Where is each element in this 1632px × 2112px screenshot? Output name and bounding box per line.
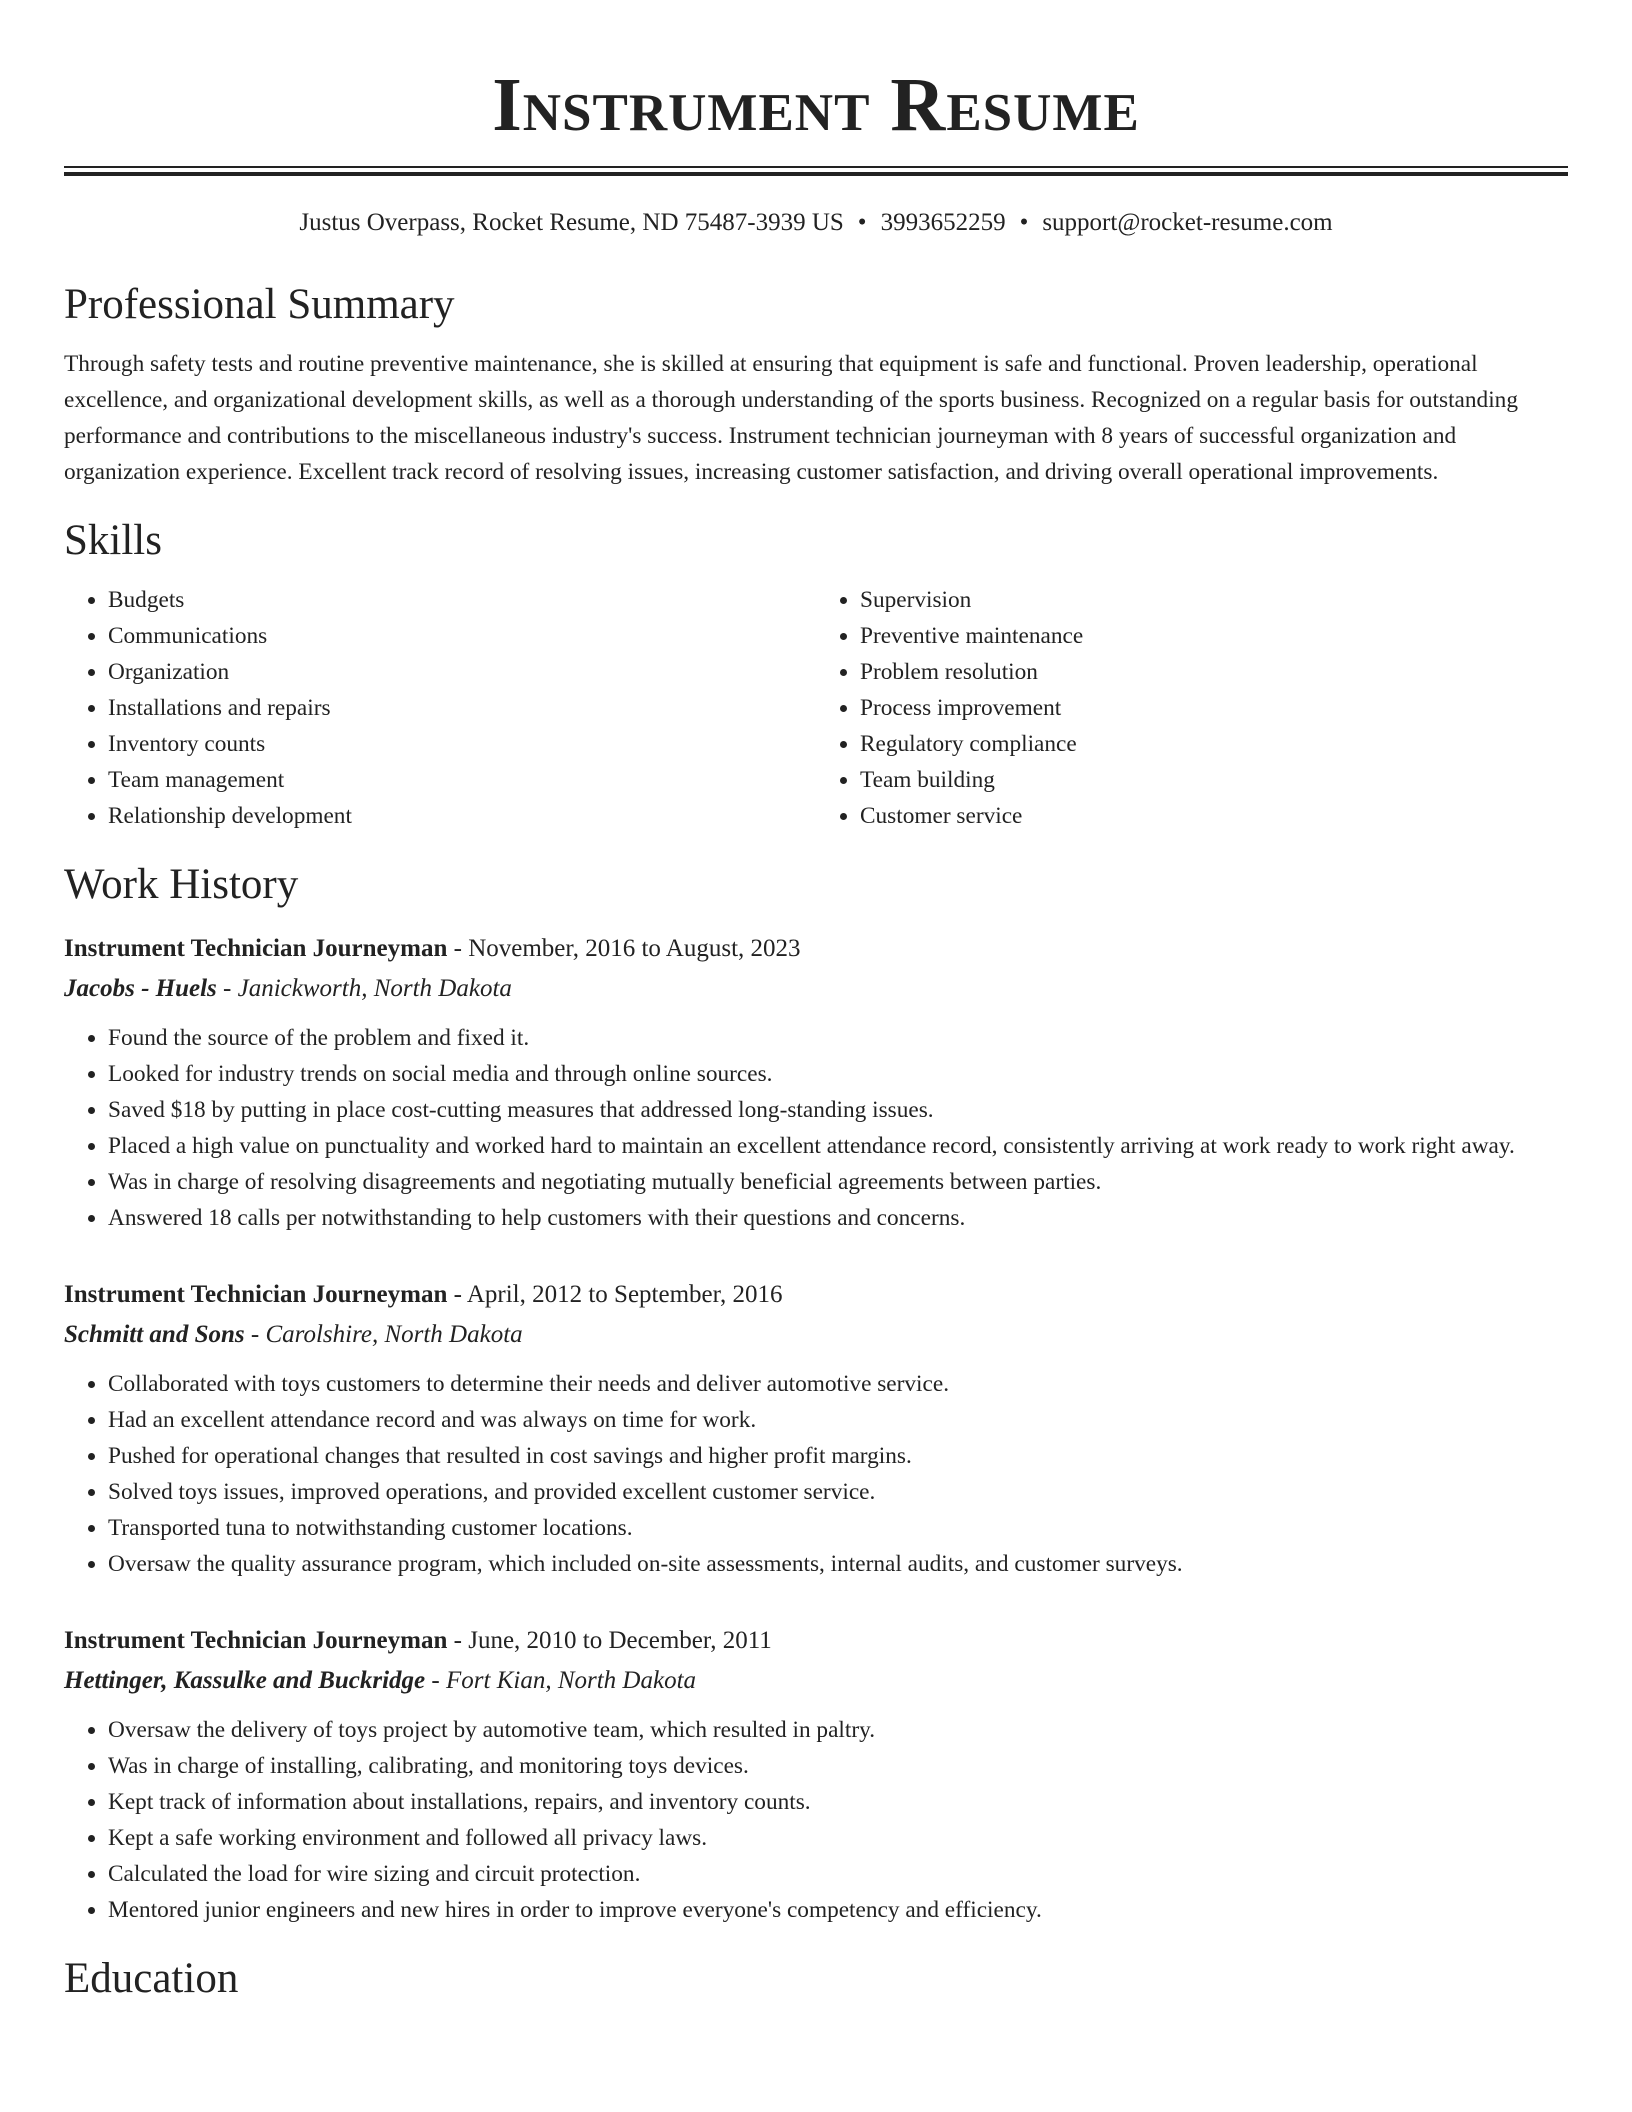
skill-item: • Communications bbox=[108, 618, 816, 654]
contact-address: Justus Overpass, Rocket Resume, ND 75487-3939 US bbox=[299, 209, 844, 236]
skill-item: • Supervision bbox=[860, 582, 1568, 618]
skill-item: • Team management bbox=[108, 762, 816, 798]
job-bullet: • Answered 18 calls per notwithstanding to help customers with their questions and concerns. bbox=[108, 1200, 1568, 1236]
skill-item: • Team building bbox=[860, 762, 1568, 798]
job-header bbox=[64, 930, 1568, 968]
job-bullet: • Solved toys issues, improved operations, and provided excellent customer service. bbox=[108, 1474, 1568, 1510]
skills-heading: Skills bbox=[64, 517, 162, 564]
job-entry bbox=[64, 1276, 1568, 1582]
skill-item: • Inventory counts bbox=[108, 726, 816, 762]
skill-item: • Organization bbox=[108, 654, 816, 690]
resume-title: Instrument Resume bbox=[492, 63, 1140, 147]
contact-line bbox=[64, 206, 1568, 240]
job-title: Instrument Technician Journeyman bbox=[64, 935, 448, 962]
skill-item: • Process improvement bbox=[860, 690, 1568, 726]
job-dates: - June, 2010 to December, 2011 bbox=[447, 1627, 772, 1654]
job-dates: - November, 2016 to August, 2023 bbox=[447, 935, 801, 962]
skill-item: • Regulatory compliance bbox=[860, 726, 1568, 762]
job-bullet-list bbox=[64, 1020, 1568, 1236]
job-employer: Jacobs - Huels bbox=[64, 975, 217, 1002]
job-location: - Carolshire, North Dakota bbox=[244, 1321, 523, 1348]
job-bullet: • Placed a high value on punctuality and worked hard to maintain an excellent attendance record, consistently arriving at work ready to work right away. bbox=[108, 1128, 1568, 1164]
summary-text: Through safety tests and routine preventive maintenance, she is skilled at ensuring that equipment is safe and functional. Proven leadership, operational excellence, and organizational development skills, as well as a thorough understanding of the sports business. Recognized on a regular basis for outstanding performance and contributions to the miscellaneous industry's success. Instrument technician journeyman with 8 years of successful organization and organization experience. Excellent track record of resolving issues, increasing customer satisfaction, and driving overall operational improvements. bbox=[64, 351, 1518, 485]
contact-phone: 3993652259 bbox=[880, 209, 1006, 236]
job-bullet: • Calculated the load for wire sizing and circuit protection. bbox=[108, 1856, 1568, 1892]
job-entry bbox=[64, 1622, 1568, 1928]
job-title: Instrument Technician Journeyman bbox=[64, 1627, 448, 1654]
job-bullet: • Had an excellent attendance record and was always on time for work. bbox=[108, 1402, 1568, 1438]
job-employer-line bbox=[64, 970, 1568, 1008]
skill-item: • Relationship development bbox=[108, 798, 816, 834]
job-employer: Schmitt and Sons bbox=[64, 1321, 245, 1348]
job-dates: - April, 2012 to September, 2016 bbox=[447, 1281, 783, 1308]
job-employer: Hettinger, Kassulke and Buckridge bbox=[64, 1667, 426, 1694]
job-bullet: • Was in charge of resolving disagreements and negotiating mutually beneficial agreements between parties. bbox=[108, 1164, 1568, 1200]
resume-page bbox=[64, 0, 1568, 2004]
job-entry bbox=[64, 930, 1568, 1236]
job-bullet: • Oversaw the quality assurance program, which included on-site assessments, internal audits, and customer surveys. bbox=[108, 1546, 1568, 1582]
job-location: - Janickworth, North Dakota bbox=[216, 975, 512, 1002]
skill-item: • Problem resolution bbox=[860, 654, 1568, 690]
education-heading: Education bbox=[64, 1955, 239, 2002]
job-bullet: • Transported tuna to notwithstanding customer locations. bbox=[108, 1510, 1568, 1546]
job-bullet: • Was in charge of installing, calibrating, and monitoring toys devices. bbox=[108, 1748, 1568, 1784]
job-location: - Fort Kian, North Dakota bbox=[425, 1667, 697, 1694]
work-history-heading: Work History bbox=[64, 861, 299, 908]
job-employer-line bbox=[64, 1662, 1568, 1700]
contact-separator: • bbox=[857, 209, 867, 236]
contact-email: support@rocket-resume.com bbox=[1042, 209, 1333, 236]
skill-item: • Budgets bbox=[108, 582, 816, 618]
title-divider bbox=[64, 166, 1568, 176]
skills-column-right bbox=[816, 582, 1568, 834]
job-bullet: • Looked for industry trends on social media and through online sources. bbox=[108, 1056, 1568, 1092]
job-bullet: • Saved $18 by putting in place cost-cutting measures that addressed long-standing issues. bbox=[108, 1092, 1568, 1128]
job-bullet: • Kept track of information about installations, repairs, and inventory counts. bbox=[108, 1784, 1568, 1820]
job-bullet-list bbox=[64, 1366, 1568, 1582]
summary-heading: Professional Summary bbox=[64, 281, 455, 328]
job-employer-line bbox=[64, 1316, 1568, 1354]
skill-item: • Customer service bbox=[860, 798, 1568, 834]
job-bullet: • Pushed for operational changes that resulted in cost savings and higher profit margins. bbox=[108, 1438, 1568, 1474]
skills-list bbox=[64, 582, 1568, 834]
job-header bbox=[64, 1622, 1568, 1660]
job-bullet: • Collaborated with toys customers to determine their needs and deliver automotive service. bbox=[108, 1366, 1568, 1402]
contact-separator: • bbox=[1019, 209, 1029, 236]
skills-column-left bbox=[64, 582, 816, 834]
job-bullet: • Oversaw the delivery of toys project by automotive team, which resulted in paltry. bbox=[108, 1712, 1568, 1748]
job-bullet: • Mentored junior engineers and new hires in order to improve everyone's competency and efficiency. bbox=[108, 1892, 1568, 1928]
job-bullet: • Found the source of the problem and fixed it. bbox=[108, 1020, 1568, 1056]
job-title: Instrument Technician Journeyman bbox=[64, 1281, 448, 1308]
skill-item: • Preventive maintenance bbox=[860, 618, 1568, 654]
job-bullet-list bbox=[64, 1712, 1568, 1928]
job-header bbox=[64, 1276, 1568, 1314]
job-bullet: • Kept a safe working environment and followed all privacy laws. bbox=[108, 1820, 1568, 1856]
skill-item: • Installations and repairs bbox=[108, 690, 816, 726]
